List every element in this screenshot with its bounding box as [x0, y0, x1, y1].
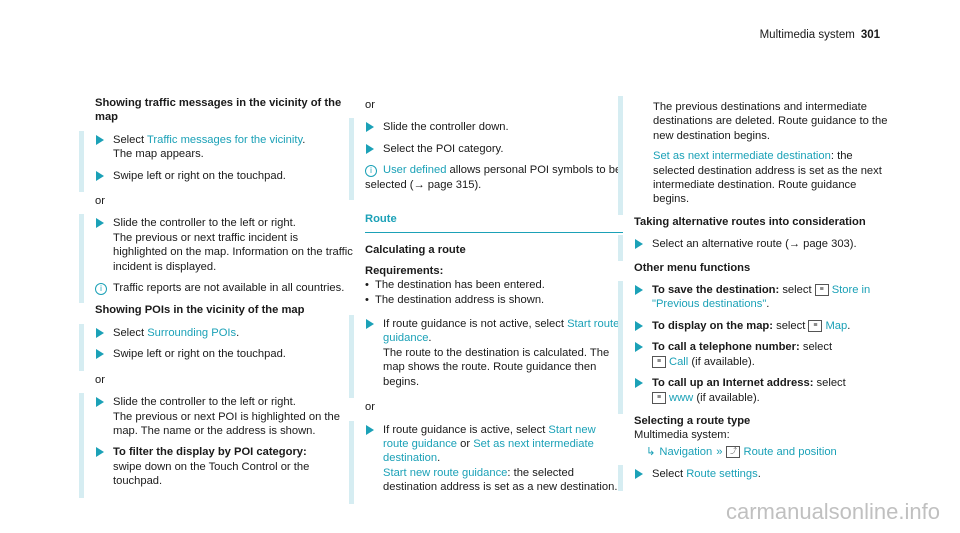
menu-icon: ≡: [652, 356, 666, 368]
step: Select the POI category.: [365, 142, 623, 156]
note: i Traffic reports are not available in all countries.: [95, 281, 353, 295]
note: i User defined allows personal POI symbols to be selected (→ page 315).: [365, 164, 622, 191]
store-link[interactable]: Store in "Previous destinations": [652, 284, 871, 311]
step: If route guidance is not active, select Start route guidance. The route to the destination is calculated. The map shows the route. Route guidance then begins.: [365, 317, 623, 389]
route-icon: ⤴: [726, 446, 740, 458]
heading-other-menu: Other menu functions: [634, 261, 751, 274]
steps-pois-controller: [79, 393, 353, 497]
list-item: • The destination has been entered.: [365, 278, 623, 292]
menu-icon: ≡: [808, 320, 822, 332]
header-title: Multimedia system: [759, 29, 855, 41]
heading-pois: Showing POIs in the vicinity of the map: [95, 304, 305, 317]
route-position-link[interactable]: Route and position: [743, 445, 837, 458]
column-3: [634, 96, 892, 491]
step: Select Route settings.: [634, 467, 892, 481]
paragraph: The previous destinations and intermediate destinations are deleted. Route guidance to the new destination begins.: [653, 101, 888, 142]
start-new-route-guidance-link[interactable]: Start new route guidance: [383, 423, 596, 450]
arrow-return-icon: ↳: [646, 445, 656, 458]
info-icon: i: [365, 165, 377, 177]
info-icon: i: [95, 283, 107, 295]
step: To filter the display by POI category: swipe down on the Touch Control or the touchpad.: [95, 445, 353, 488]
route-settings-link[interactable]: Route settings: [686, 468, 758, 481]
step: To call a telephone number: select ≡ Call (if available).: [634, 340, 892, 369]
or-text: or: [95, 373, 105, 386]
step: To call up an Internet address: select ≡ www (if available).: [634, 376, 892, 405]
requirements-label: Requirements:: [365, 264, 444, 277]
step: To save the destination: select ≡ Store in "Previous destinations".: [634, 283, 892, 312]
step: Swipe left or right on the touchpad.: [95, 347, 353, 361]
page-number: 301: [860, 29, 880, 41]
column-1: [95, 96, 353, 498]
start-route-guidance-link[interactable]: Start route guidance: [383, 318, 620, 345]
heading-alternative: Taking alternative routes into consideration: [634, 215, 866, 228]
navigation-link[interactable]: Navigation: [659, 445, 713, 458]
set-intermediate-link[interactable]: Set as next intermediate destination: [653, 150, 831, 163]
paragraph: Set as next intermediate destination: the selected destination address is set as the next intermediate destination. Route guidance begins.: [653, 150, 882, 206]
or-text: or: [365, 99, 375, 111]
step: Slide the controller to the left or right. The previous or next POI is highlighted on the map. The name or the address is shown.: [95, 395, 353, 438]
traffic-messages-link[interactable]: Traffic messages for the vicinity: [147, 133, 303, 146]
nav-path: [634, 445, 892, 459]
www-link[interactable]: www: [669, 391, 694, 404]
map-link[interactable]: Map: [825, 319, 848, 332]
step: Select Traffic messages for the vicinity. The map appears.: [95, 133, 353, 162]
steps-controller: [79, 214, 353, 303]
paragraph: Multimedia system:: [634, 429, 730, 442]
section-rule: [365, 232, 623, 233]
steps-menu: [618, 281, 892, 414]
set-intermediate-link[interactable]: Set as next intermediate destination: [383, 437, 594, 465]
list-item: • The destination address is shown.: [365, 293, 623, 307]
section-route: Route: [365, 213, 397, 226]
watermark: carmanualsonline.info: [725, 498, 940, 524]
steps-traffic: [79, 131, 353, 192]
steps-active: [349, 421, 623, 504]
continued-block: [618, 96, 892, 215]
menu-icon: ≡: [815, 284, 829, 296]
step: Swipe left or right on the touchpad.: [95, 169, 353, 183]
heading-route-type: Selecting a route type: [634, 414, 751, 427]
step: Select Surrounding POIs.: [95, 326, 353, 340]
start-new-route-guidance-link[interactable]: Start new route guidance: [383, 466, 508, 479]
steps-alternative: [618, 235, 892, 260]
user-defined-link[interactable]: User defined: [383, 164, 447, 177]
step: Select an alternative route (→ page 303).: [634, 237, 892, 251]
steps-start: [349, 315, 623, 398]
or-text: or: [95, 195, 105, 208]
double-chevron-icon: »: [716, 445, 723, 458]
step: If route guidance is active, select Start new route guidance or Set as next intermediate destination. Start new route guidance: the selected destination address is set as a new destination.: [365, 423, 623, 495]
column-2: [365, 96, 623, 504]
steps-pois: [79, 324, 353, 371]
call-link[interactable]: Call: [669, 355, 689, 368]
heading-traffic: Showing traffic messages in the vicinity of the map: [95, 97, 342, 124]
steps-category: [349, 118, 623, 200]
step: Slide the controller down.: [365, 120, 623, 134]
step: Slide the controller to the left or right. The previous or next traffic incident is highlighted on the map. Information on the traffic incident is displayed.: [95, 216, 353, 274]
heading-calculating: Calculating a route: [365, 244, 466, 257]
menu-icon: ≡: [652, 392, 666, 404]
step: To display on the map: select ≡ Map.: [634, 319, 892, 333]
page-header: [760, 28, 880, 42]
steps-route-settings: [618, 465, 892, 490]
or-text: or: [365, 401, 375, 414]
surrounding-pois-link[interactable]: Surrounding POIs: [147, 326, 237, 339]
